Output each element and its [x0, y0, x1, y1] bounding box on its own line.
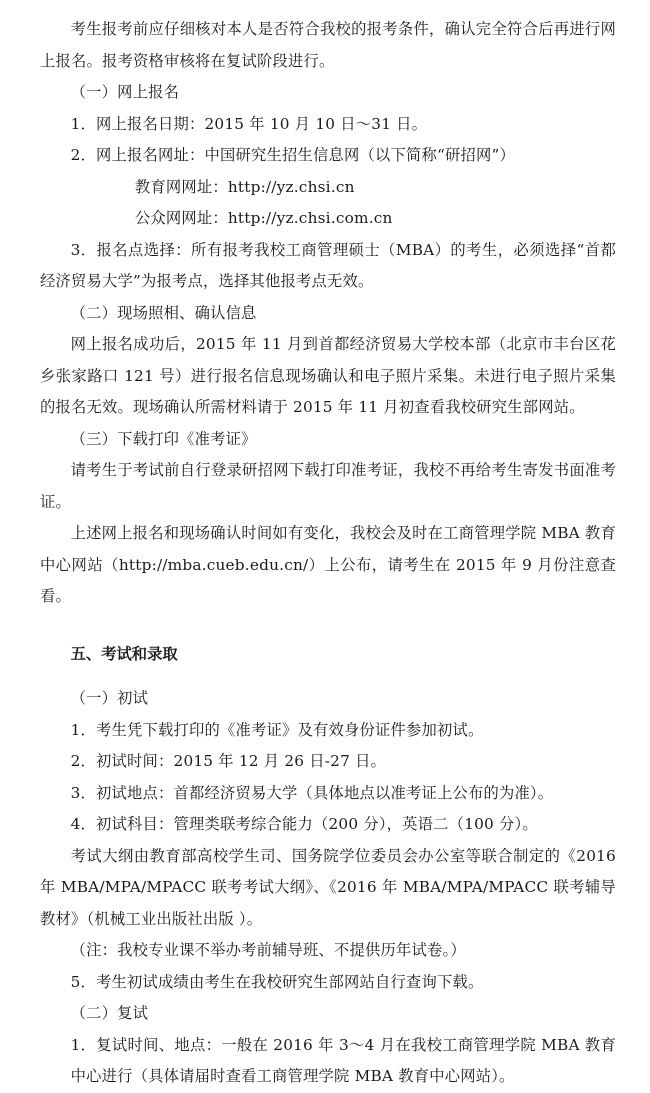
public-net-url: 公众网网址：http://yz.chsi.com.cn [134, 209, 393, 227]
exam-item-2: 2．初试时间：2015 年 12 月 26 日-27 日。 [70, 752, 387, 770]
exam-item-4: 4．初试科目：管理类联考综合能力（200 分），英语二（100 分）。 [70, 815, 538, 833]
heading-onsite-photo: （二）现场照相、确认信息 [70, 303, 257, 322]
onsite-confirm-paragraph: 网上报名成功后，2015 年 11 月到首都经济贸易大学校本部（北京市丰台区花乡张家路口 121 号）进行报名信息现场确认和电子照片采集。未进行电子照片采集的报名无效。现场确认所需材料请于 2015 年 11 月初查看我校研究生部网站。 [40, 335, 616, 416]
section-five-title: 五、考试和录取 [70, 644, 178, 663]
item-1-date: 1．网上报名日期：2015 年 10 月 10 日～31 日。 [70, 114, 428, 133]
announcement-paragraph: 上述网上报名和现场确认时间如有变化，我校会及时在工商管理学院 MBA 教育中心网站（http://mba.cueb.edu.cn/）上公布，请考生在 2015 年 9 月份注意查看。 [40, 524, 616, 605]
note-paragraph: （注：我校专业课不举办考前辅导班、不提供历年试卷。） [70, 941, 466, 959]
exam-item-1: 1．考生凭下载打印的《准考证》及有效身份证件参加初试。 [70, 720, 484, 739]
exam-item-3: 3．初试地点：首都经济贸易大学（具体地点以准考证上公布的为准）。 [70, 783, 554, 802]
gap-after-section-five [40, 670, 616, 683]
exam-item-5: 5．考生初试成绩由考生在我校研究生部网站自行查询下载。 [70, 972, 484, 991]
second-exam-item-1: 1．复试时间、地点：一般在 2016 年 3～4 月在我校工商管理学院 MBA 教育中心进行（具体请届时查看工商管理学院 MBA 教育中心网站）。 [70, 1035, 616, 1085]
intro-paragraph: 考生报考前应仔细核对本人是否符合我校的报考条件，确认完全符合后再进行网上报名。报考资格审核将在复试阶段进行。 [40, 20, 616, 70]
edu-net-url: 教育网网址：http://yz.chsi.cn [134, 177, 355, 196]
item-2-website: 2．网上报名网址：中国研究生招生信息网（以下简称“研招网”） [70, 146, 515, 164]
item-3-site-choice: 3．报名点选择：所有报考我校工商管理硕士（MBA）的考生，必须选择“首都经济贸易大学”为报考点，选择其他报考点无效。 [40, 240, 616, 290]
heading-second-exam: （二）复试 [70, 1004, 149, 1022]
document-body [40, 14, 616, 1093]
heading-online-application: （一）网上报名 [70, 83, 180, 101]
admission-ticket-paragraph: 请考生于考试前自行登录研招网下载打印准考证，我校不再给考生寄发书面准考证。 [40, 461, 616, 511]
gap-before-section-five [40, 613, 616, 639]
heading-download-admission-ticket: （三）下载打印《准考证》 [70, 429, 257, 448]
heading-first-exam: （一）初试 [70, 689, 149, 707]
syllabus-paragraph: 考试大纲由教育部高校学生司、国务院学位委员会办公室等联合制定的《2016 年 MBA/MPA/MPACC 联考考试大纲》、《2016 年 MBA/MPA/MPACC 联考辅导教材》（机械工业出版社出版 ）。 [40, 846, 616, 928]
